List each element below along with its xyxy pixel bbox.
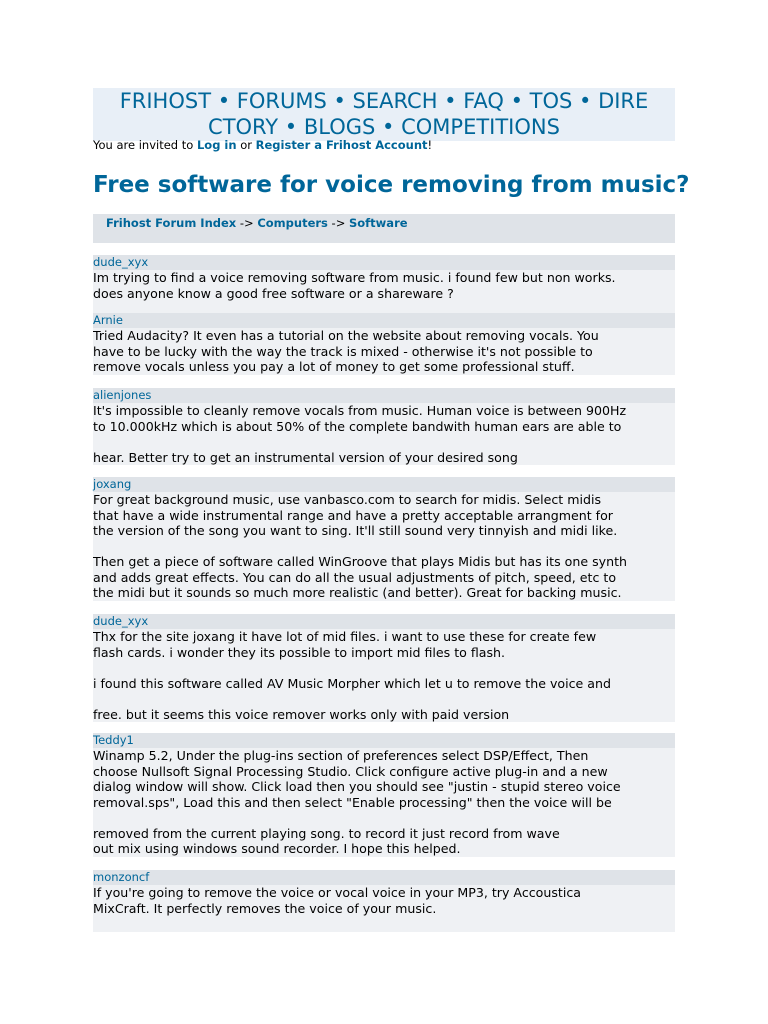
nav-line-1[interactable]: FRIHOST • FORUMS • SEARCH • FAQ • TOS • DIRE	[119, 89, 649, 113]
post-line: dialog window will show. Click load then you should see "justin - stupid stereo voice	[93, 779, 621, 794]
post-body	[93, 492, 675, 601]
post-line: hear. Better try to get an instrumental version of your desired song	[93, 449, 518, 465]
post-line: i found this software called AV Music Morpher which let u to remove the voice and	[93, 675, 612, 691]
post-line: out mix using windows sound recorder. I hope this helped.	[93, 841, 461, 856]
breadcrumb	[93, 214, 675, 243]
post-author[interactable]: alienjones	[93, 388, 675, 403]
register-link[interactable]: Register a Frihost Account	[255, 138, 428, 152]
forum-post	[93, 733, 675, 857]
post-line: removed from the current playing song. to record it just record from wave	[93, 825, 560, 841]
post-body	[93, 748, 675, 857]
post-line: that have a wide instrumental range and have a pretty acceptable arrangment for	[93, 507, 613, 523]
post-line: and adds great effects. You can do all the usual adjustments of pitch, speed, etc to	[93, 569, 617, 585]
post-author[interactable]: Teddy1	[93, 733, 675, 748]
post-line: to 10.000kHz which is about 50% of the complete bandwith human ears are able to	[93, 418, 622, 434]
post-line	[93, 434, 675, 450]
post-body	[93, 885, 675, 932]
post-line: Then get a piece of software called WinGroove that plays Midis but has its one synth	[93, 554, 628, 569]
forum-post	[93, 870, 675, 932]
breadcrumb-separator: ->	[236, 216, 258, 230]
breadcrumb-forum-index[interactable]: Frihost Forum Index	[106, 216, 237, 230]
post-line: Im trying to find a voice removing software from music. i found few but non works.	[93, 270, 616, 285]
forum-post	[93, 255, 675, 317]
login-link[interactable]: Log in	[196, 138, 237, 152]
post-body	[93, 328, 675, 375]
post-body	[93, 403, 675, 465]
post-line: flash cards. i wonder they its possible to import mid files to flash.	[93, 644, 506, 660]
breadcrumb-computers[interactable]: Computers	[257, 216, 328, 230]
post-line: removal.sps", Load this and then select "Enable processing" then the voice will be	[93, 794, 612, 810]
post-author[interactable]: dude_xyx	[93, 614, 675, 629]
invite-suffix: !	[427, 138, 433, 152]
post-author[interactable]: dude_xyx	[93, 255, 675, 270]
forum-post	[93, 614, 675, 722]
post-line: Thx for the site joxang it have lot of mid files. i want to use these for create few	[93, 629, 597, 644]
post-author[interactable]: Arnie	[93, 313, 675, 328]
forum-post	[93, 313, 675, 375]
post-line: remove vocals unless you pay a lot of money to get some professional stuff.	[93, 359, 575, 374]
post-line	[93, 916, 675, 932]
post-line: the midi but it sounds so much more realistic (and better). Great for backing music.	[93, 585, 622, 600]
post-body	[93, 270, 675, 317]
invite-prefix: You are invited to	[93, 138, 197, 152]
nav-line-2[interactable]: CTORY • BLOGS • COMPETITIONS	[208, 115, 560, 139]
post-line: If you're going to remove the voice or vocal voice in your MP3, try Accoustica	[93, 885, 582, 900]
post-line	[93, 660, 675, 676]
post-author[interactable]: monzoncf	[93, 870, 675, 885]
invite-text	[93, 137, 432, 153]
page-title: Free software for voice removing from music?	[93, 172, 690, 198]
post-line	[93, 691, 675, 707]
post-line: choose Nullsoft Signal Processing Studio. Click configure active plug-in and a new	[93, 763, 608, 779]
top-navigation	[93, 88, 675, 141]
post-body	[93, 629, 675, 722]
post-line	[93, 539, 675, 555]
forum-post	[93, 477, 675, 601]
post-line: It's impossible to cleanly remove vocals from music. Human voice is between 900Hz	[93, 403, 627, 418]
post-line: does anyone know a good free software or a shareware ?	[93, 285, 454, 301]
breadcrumb-software[interactable]: Software	[349, 216, 408, 230]
post-line	[93, 810, 675, 826]
post-line: the version of the song you want to sing. It'll still sound very tinnyish and midi like.	[93, 523, 618, 538]
post-line: Winamp 5.2, Under the plug-ins section of preferences select DSP/Effect, Then	[93, 748, 589, 763]
post-line: have to be lucky with the way the track is mixed - otherwise it's not possible to	[93, 343, 593, 359]
breadcrumb-separator: ->	[327, 216, 349, 230]
post-line: For great background music, use vanbasco.com to search for midis. Select midis	[93, 492, 602, 507]
post-line: MixCraft. It perfectly removes the voice of your music.	[93, 900, 437, 916]
post-line: free. but it seems this voice remover works only with paid version	[93, 706, 510, 722]
forum-post	[93, 388, 675, 465]
post-line: Tried Audacity? It even has a tutorial on the website about removing vocals. You	[93, 328, 599, 343]
post-author[interactable]: joxang	[93, 477, 675, 492]
invite-middle: or	[236, 138, 256, 152]
